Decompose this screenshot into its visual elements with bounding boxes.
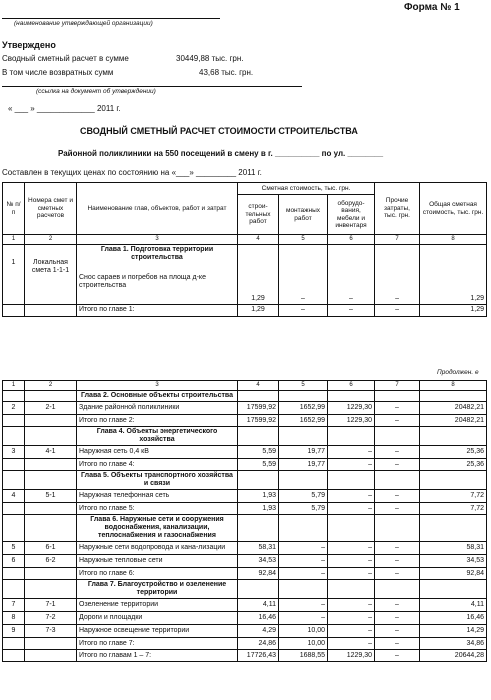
row-c4: 58,31 [238, 542, 279, 555]
row-number: 9 [3, 625, 25, 638]
row-c6: 1229,30 [328, 650, 375, 662]
row-name: Итого по главе 2: [77, 415, 238, 427]
table-row [3, 490, 487, 503]
row-c8: 20644,28 [420, 650, 487, 662]
col-number: 4 [238, 235, 279, 245]
table-row [3, 459, 487, 471]
table-row [3, 446, 487, 459]
row-c7: – [375, 568, 420, 580]
col-number: 6 [328, 235, 375, 245]
row-c7: – [375, 402, 420, 415]
approval-label-1: Сводный сметный расчет в сумме [2, 54, 129, 63]
row-c7: – [375, 638, 420, 650]
row-ref: 6-2 [25, 555, 77, 568]
row-ref [25, 459, 77, 471]
row-c5: – [279, 599, 328, 612]
row-c6: – [328, 612, 375, 625]
row-name: Наружные сети водопровода и кана-лизации [77, 542, 238, 555]
row-number: 2 [3, 402, 25, 415]
row-ref: 7-3 [25, 625, 77, 638]
row-c6: – [328, 542, 375, 555]
form-number: Форма № 1 [404, 2, 460, 13]
chapter-title: Глава 7. Благоустройство и озеленение территории [87, 581, 227, 597]
header-numbers-row [3, 381, 487, 391]
row-c4: 34,53 [238, 555, 279, 568]
col-number: 1 [3, 235, 25, 245]
table-row [3, 305, 487, 317]
date-line: « ___ » _____________ 2011 г. [8, 104, 121, 113]
row-c6: – [328, 625, 375, 638]
main-title: СВОДНЫЙ СМЕТНЫЙ РАСЧЕТ СТОИМОСТИ СТРОИТЕЛЬСТВА [80, 126, 358, 136]
row-c8: 20482,21 [420, 402, 487, 415]
row-ref: 7-1 [25, 599, 77, 612]
row-c5: 10,00 [279, 625, 328, 638]
row-c8: 92,84 [420, 568, 487, 580]
header-col7: Прочие затраты, тыс. грн. [375, 183, 420, 235]
row-c4: 16,46 [238, 612, 279, 625]
row-c5: 19,77 [279, 459, 328, 471]
row-c4: 1,93 [238, 490, 279, 503]
row-c7: – [375, 415, 420, 427]
row-ref [25, 650, 77, 662]
row-c7: – [375, 503, 420, 515]
row-c8: 7,72 [420, 503, 487, 515]
continuation-label: Продолжен. е [437, 369, 479, 376]
row-c6: – [328, 305, 375, 317]
row-c6: – [328, 459, 375, 471]
row-name: Наружные тепловые сети [77, 555, 238, 568]
row-ref: Локальная смета 1-1-1 [25, 245, 77, 305]
row-c4: 5,59 [238, 446, 279, 459]
row-c7: – [375, 490, 420, 503]
header-col4: строи-тельных работ [238, 195, 279, 235]
approval-value-1: 30449,88 тыс. грн. [176, 54, 244, 63]
row-c4: 17599,92 [238, 415, 279, 427]
row-c6: 1229,30 [328, 415, 375, 427]
row-c8: 1,29 [420, 305, 487, 317]
row-c8: 20482,21 [420, 415, 487, 427]
row-c4: 24,86 [238, 638, 279, 650]
row-number [3, 638, 25, 650]
row-c7: – [375, 245, 420, 305]
row-number: 6 [3, 555, 25, 568]
col-number: 6 [328, 381, 375, 391]
chapter-row [3, 471, 487, 490]
table-row [3, 503, 487, 515]
row-c4: 4,29 [238, 625, 279, 638]
row-c6: – [328, 446, 375, 459]
col-number: 7 [375, 381, 420, 391]
row-c7: – [375, 446, 420, 459]
row-c8: 58,31 [420, 542, 487, 555]
doc-ref-caption: (ссылка на документ об утверждении) [36, 88, 156, 95]
table-row [3, 625, 487, 638]
row-c4: 1,29 [238, 245, 279, 305]
row-name: Наружная сеть 0,4 кВ [77, 446, 238, 459]
row-c7: – [375, 612, 420, 625]
table-row [3, 402, 487, 415]
row-c6: – [328, 599, 375, 612]
row-ref [25, 638, 77, 650]
row-ref: 7-2 [25, 612, 77, 625]
header-col6: оборудо-вания, мебели и инвентаря [328, 195, 375, 235]
row-c8: 25,36 [420, 446, 487, 459]
table-row [3, 542, 487, 555]
row-c6: – [328, 503, 375, 515]
row-name: Итого по главе 7: [77, 638, 238, 650]
row-name: Итого по главе 4: [77, 459, 238, 471]
col-number: 3 [77, 235, 238, 245]
row-number [3, 503, 25, 515]
row-name: Итого по главе 5: [77, 503, 238, 515]
col-number: 8 [420, 381, 487, 391]
row-c6: – [328, 638, 375, 650]
header-col8: Общая сметная стоимость, тыс. грн. [420, 183, 487, 235]
org-caption: (наименование утверждающей организации) [14, 20, 153, 27]
chapter-title: Глава 4. Объекты энергетического хозяйства [96, 428, 218, 444]
table-row [3, 245, 487, 305]
row-c5: – [279, 555, 328, 568]
row-c4: 1,29 [238, 305, 279, 317]
row-number: 8 [3, 612, 25, 625]
row-name: Итого по главам 1 – 7: [77, 650, 238, 662]
row-c8: 4,11 [420, 599, 487, 612]
row-c8: 7,72 [420, 490, 487, 503]
header-col5: монтажных работ [279, 195, 328, 235]
row-c8: 25,36 [420, 459, 487, 471]
col-number: 2 [25, 235, 77, 245]
row-name: Наружная телефонная сеть [77, 490, 238, 503]
org-line [2, 18, 220, 19]
row-c8: 34,86 [420, 638, 487, 650]
chapter-title: Глава 1. Подготовка территории строительства [100, 246, 214, 262]
row-c7: – [375, 555, 420, 568]
row-c5: 19,77 [279, 446, 328, 459]
row-number: 4 [3, 490, 25, 503]
chapter-row [3, 580, 487, 599]
row-c4: 92,84 [238, 568, 279, 580]
row-c6: – [328, 245, 375, 305]
row-c6: – [328, 555, 375, 568]
header-numbers-row [3, 235, 487, 245]
estimate-table-page1 [2, 182, 487, 317]
row-c7: – [375, 599, 420, 612]
row-c5: – [279, 612, 328, 625]
row-ref [25, 503, 77, 515]
row-c4: 17726,43 [238, 650, 279, 662]
row-ref: 6-1 [25, 542, 77, 555]
header-col3: Наименование глав, объектов, работ и затрат [77, 183, 238, 235]
row-c5: 5,79 [279, 490, 328, 503]
row-ref: 2-1 [25, 402, 77, 415]
row-c4: 1,93 [238, 503, 279, 515]
row-c5: 10,00 [279, 638, 328, 650]
table-row [3, 612, 487, 625]
row-number [3, 459, 25, 471]
row-ref: 5-1 [25, 490, 77, 503]
col-number: 8 [420, 235, 487, 245]
row-number [3, 415, 25, 427]
row-number [3, 650, 25, 662]
row-c5: 1652,99 [279, 415, 328, 427]
row-c6: 1229,30 [328, 402, 375, 415]
row-c7: – [375, 305, 420, 317]
row-number [3, 568, 25, 580]
col-number: 4 [238, 381, 279, 391]
row-c7: – [375, 650, 420, 662]
row-name: Снос сараев и погребов на площа д-ке строительства [79, 274, 206, 290]
row-ref [25, 415, 77, 427]
col-number: 5 [279, 235, 328, 245]
row-name: Итого по главе 1: [77, 305, 238, 317]
table-row [3, 568, 487, 580]
chapter-row [3, 391, 487, 402]
approval-value-2: 43,68 тыс. грн. [199, 68, 254, 77]
table-row [3, 650, 487, 662]
row-c7: – [375, 542, 420, 555]
row-number: 3 [3, 446, 25, 459]
row-name: Озеленение территории [77, 599, 238, 612]
row-number: 7 [3, 599, 25, 612]
row-c6: – [328, 490, 375, 503]
row-ref [25, 568, 77, 580]
row-c5: – [279, 245, 328, 305]
col-number: 5 [279, 381, 328, 391]
chapter-title: Глава 5. Объекты транспортного хозяйства и связи [81, 472, 233, 488]
chapter-row [3, 515, 487, 542]
col-number: 1 [3, 381, 25, 391]
table-row [3, 638, 487, 650]
row-name: Здание районной поликлиники [77, 402, 238, 415]
doc-ref-line [2, 86, 302, 87]
row-c5: 1688,55 [279, 650, 328, 662]
row-c5: – [279, 542, 328, 555]
row-number: 1 [3, 245, 25, 305]
row-name: Итого по главе 6: [77, 568, 238, 580]
col-number: 7 [375, 235, 420, 245]
row-c5: 5,79 [279, 503, 328, 515]
approval-label-2: В том числе возвратных сумм [2, 68, 114, 77]
row-c7: – [375, 625, 420, 638]
row-c6: – [328, 568, 375, 580]
row-name: Наружное освещение территории [77, 625, 238, 638]
chapter-title: Глава 6. Наружные сети и сооружения водоснабжения, канализации, теплоснабжения и газоснабжения [90, 516, 224, 540]
row-c7: – [375, 459, 420, 471]
row-number: 5 [3, 542, 25, 555]
header-col1: № п/п [3, 183, 25, 235]
row-name: Дороги и площадки [77, 612, 238, 625]
table-row [3, 415, 487, 427]
estimate-table-page2 [2, 380, 487, 662]
col-number: 2 [25, 381, 77, 391]
row-c4: 4,11 [238, 599, 279, 612]
row-c5: – [279, 305, 328, 317]
header-group: Сметная стоимость, тыс. грн. [238, 183, 375, 195]
subtitle: Районной поликлиники на 550 посещений в смену в г. __________ по ул. ________ [58, 149, 384, 158]
approved-title: Утверждено [2, 40, 56, 50]
row-ref: 4-1 [25, 446, 77, 459]
header-col2: Номера смет и сметных расчетов [25, 183, 77, 235]
chapter-row [3, 427, 487, 446]
row-c8: 34,53 [420, 555, 487, 568]
row-c5: – [279, 568, 328, 580]
row-c5: 1652,99 [279, 402, 328, 415]
table-row [3, 599, 487, 612]
row-c8: 14,29 [420, 625, 487, 638]
row-c4: 17599,92 [238, 402, 279, 415]
row-c4: 5,59 [238, 459, 279, 471]
row-c8: 1,29 [420, 245, 487, 305]
chapter-title: Глава 2. Основные объекты строительства [80, 392, 233, 399]
table-row [3, 555, 487, 568]
col-number: 3 [77, 381, 238, 391]
prices-line: Составлен в текущих ценах по состоянию на «___» _________ 2011 г. [2, 168, 262, 177]
row-c8: 16,46 [420, 612, 487, 625]
